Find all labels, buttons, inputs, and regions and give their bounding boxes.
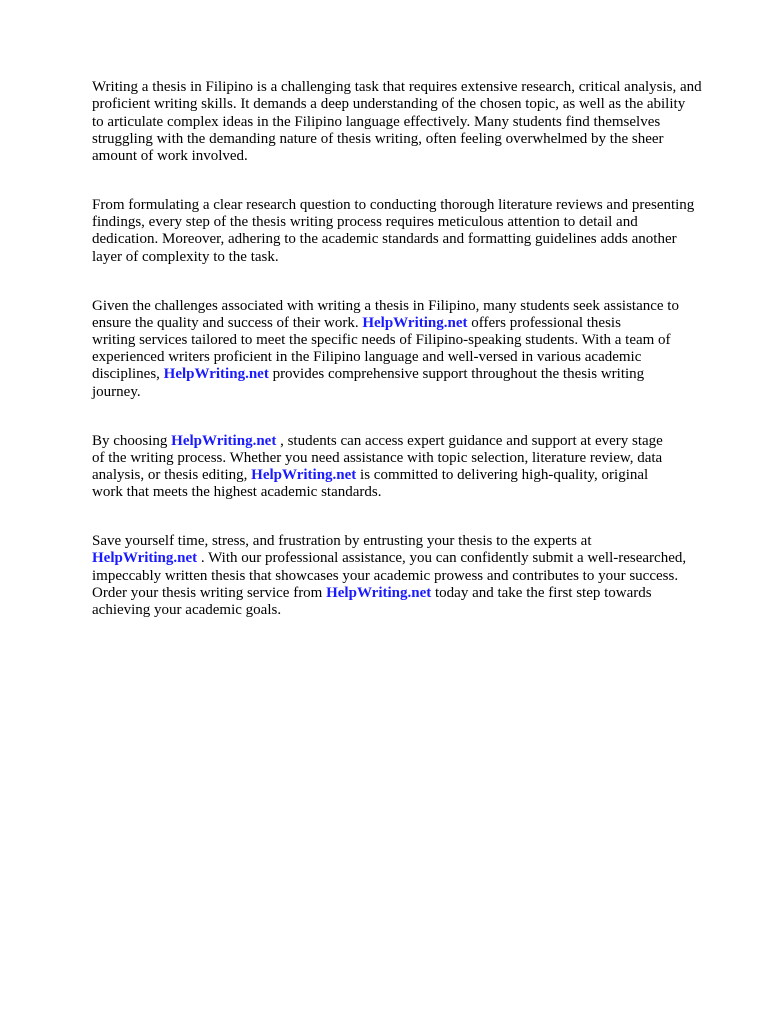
helpwriting-link[interactable]: HelpWriting.net xyxy=(171,432,277,449)
paragraph-text: By choosing xyxy=(92,432,172,449)
paragraph-text: today and take the first step towards achieving your academic goals. xyxy=(92,584,652,619)
paragraph-text: offers professional thesis writing services tailored to meet the specific needs of Filipino-speaking students. With a team of experienced writers proficient in the Filipino language and well-versed in various academic disciplines, xyxy=(92,314,671,383)
paragraph xyxy=(92,180,728,266)
helpwriting-link[interactable]: HelpWriting.net xyxy=(92,550,198,567)
paragraph-text: Given the challenges associated with writing a thesis in Filipino, many students seek assistance to ensure the quality and success of their work. xyxy=(92,297,679,331)
paragraph xyxy=(92,516,728,619)
paragraph-text: Writing a thesis in Filipino is a challenging task that requires extensive research, critical analysis, and proficient writing skills. It demands a deep understanding of the chosen topic, as well as the ability to articulate complex ideas in the Filipino language effectively. Many students find themselves struggling with the demanding nature of thesis writing, often feeling overwhelmed by the sheer amount of work involved. xyxy=(92,79,702,165)
paragraph xyxy=(92,62,728,165)
paragraph xyxy=(92,280,728,400)
helpwriting-link[interactable]: HelpWriting.net xyxy=(251,467,357,484)
helpwriting-link[interactable]: HelpWriting.net xyxy=(163,366,269,383)
paragraph-text: . With our professional assistance, you can confidently submit a well-researched, impeccably written thesis that showcases your academic prowess and contributes to your success. Order your thesis writing service from xyxy=(92,550,687,601)
helpwriting-link[interactable]: HelpWriting.net xyxy=(326,584,432,601)
paragraph-text: , students can access expert guidance and support at every stage of the writing process. Whether you need assistance with topic selection, literature review, data analysis, or thesis editing, xyxy=(92,432,663,484)
document-body xyxy=(92,62,728,634)
paragraph-text: is committed to delivering high-quality, original work that meets the highest academic standards. xyxy=(92,467,649,501)
helpwriting-link[interactable]: HelpWriting.net xyxy=(362,314,468,331)
paragraph-text: provides comprehensive support throughout the thesis writing journey. xyxy=(92,366,645,400)
paragraph-text: From formulating a clear research question to conducting thorough literature reviews and presenting findings, every step of the thesis writing process requires meticulous attention to detail and dedication. Moreover, adhering to the academic standards and formatting guidelines adds another layer of complexity to the task. xyxy=(92,197,695,265)
paragraph xyxy=(92,415,728,501)
paragraph-text: Save yourself time, stress, and frustration by entrusting your thesis to the experts at xyxy=(92,533,592,550)
